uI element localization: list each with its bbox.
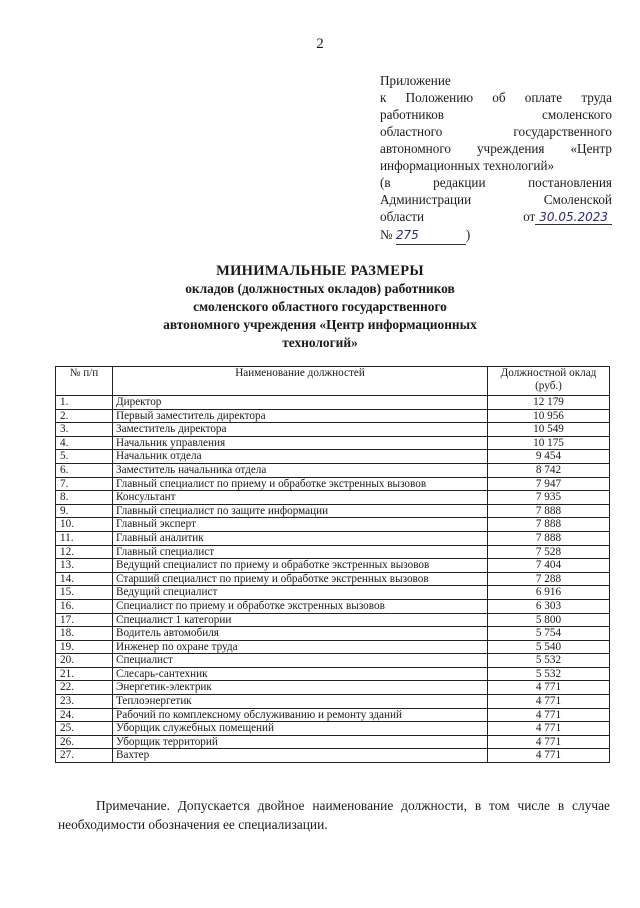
row-number: 6. (56, 463, 113, 477)
row-position: Главный специалист по защите информации (113, 504, 488, 518)
row-position: Энергетик-электрик (113, 681, 488, 695)
row-number: 8. (56, 491, 113, 505)
row-position: Уборщик служебных помещений (113, 722, 488, 736)
row-number: 26. (56, 735, 113, 749)
row-position: Начальник управления (113, 436, 488, 450)
row-salary: 4 771 (488, 749, 610, 763)
row-salary: 5 800 (488, 613, 610, 627)
row-position: Заместитель начальника отдела (113, 463, 488, 477)
row-position: Теплоэнергетик (113, 695, 488, 709)
row-number: 1. (56, 396, 113, 410)
table-row (56, 640, 610, 654)
row-position: Главный аналитик (113, 531, 488, 545)
row-position: Специалист 1 категории (113, 613, 488, 627)
row-position: Ведущий специалист по приему и обработке экстренных вызовов (113, 559, 488, 573)
row-number: 3. (56, 423, 113, 437)
row-number: 23. (56, 695, 113, 709)
table-row (56, 504, 610, 518)
table-row (56, 436, 610, 450)
table-row (56, 450, 610, 464)
row-salary: 4 771 (488, 722, 610, 736)
note-paragraph: Примечание. Допускается двойное наименование должности, в том числе в случае необходимости обозначения ее специализации. (58, 798, 610, 832)
row-position: Директор (113, 396, 488, 410)
row-position: Специалист (113, 654, 488, 668)
table-row (56, 409, 610, 423)
title-sub-1: окладов (должностных окладов) работников (185, 281, 455, 296)
row-position: Начальник отдела (113, 450, 488, 464)
row-number: 12. (56, 545, 113, 559)
row-position: Слесарь-сантехник (113, 667, 488, 681)
row-number: 15. (56, 586, 113, 600)
table-row (56, 722, 610, 736)
row-position: Заместитель директора (113, 423, 488, 437)
date-prefix: от (523, 209, 536, 224)
table-row (56, 654, 610, 668)
row-number: 10. (56, 518, 113, 532)
row-position: Ведущий специалист (113, 586, 488, 600)
row-salary: 9 454 (488, 450, 610, 464)
title-sub-2: смоленского областного государственного (193, 299, 447, 314)
appendix-line-5: автономного учреждения «Центр (380, 141, 612, 156)
table-row (56, 599, 610, 613)
row-salary: 12 179 (488, 396, 610, 410)
row-salary: 7 528 (488, 545, 610, 559)
table-row (56, 463, 610, 477)
appendix-line-6: информационных технологий» (380, 158, 555, 173)
row-number: 17. (56, 613, 113, 627)
row-salary: 10 175 (488, 436, 610, 450)
row-number: 20. (56, 654, 113, 668)
row-number: 13. (56, 559, 113, 573)
row-salary: 6 916 (488, 586, 610, 600)
row-position: Первый заместитель директора (113, 409, 488, 423)
row-position: Консультант (113, 491, 488, 505)
row-salary: 4 771 (488, 695, 610, 709)
table-row (56, 545, 610, 559)
table-row (56, 572, 610, 586)
row-position: Главный эксперт (113, 518, 488, 532)
handwritten-number: 275 (396, 227, 466, 245)
row-number: 19. (56, 640, 113, 654)
title-sub-4: технологий» (282, 335, 358, 350)
row-number: 7. (56, 477, 113, 491)
table-row (56, 423, 610, 437)
appendix-line-1: Приложение (380, 73, 451, 88)
table-row (56, 491, 610, 505)
appendix-line-2: к Положению об оплате труда (380, 90, 612, 105)
appendix-line-4: областного государственного (380, 124, 612, 139)
appendix-line-3: работников смоленского (380, 107, 612, 122)
table-header-row (56, 367, 610, 396)
handwritten-date: 30.05.2023 (535, 210, 612, 225)
row-salary: 7 935 (488, 491, 610, 505)
row-salary: 5 532 (488, 654, 610, 668)
row-salary: 7 888 (488, 518, 610, 532)
row-number: 11. (56, 531, 113, 545)
row-number: 27. (56, 749, 113, 763)
table-row (56, 627, 610, 641)
table-row (56, 681, 610, 695)
appendix-date (523, 208, 612, 226)
row-number: 16. (56, 599, 113, 613)
number-sign: № (380, 227, 393, 242)
row-number: 18. (56, 627, 113, 641)
appendix-number-line (380, 226, 612, 245)
row-position: Вахтер (113, 749, 488, 763)
row-salary: 10 956 (488, 409, 610, 423)
table-row (56, 477, 610, 491)
row-position: Уборщик территорий (113, 735, 488, 749)
appendix-region: области (380, 209, 425, 224)
row-number: 21. (56, 667, 113, 681)
title-main: МИНИМАЛЬНЫЕ РАЗМЕРЫ (216, 263, 424, 279)
appendix-line-9 (380, 208, 612, 226)
page-number: 2 (316, 36, 324, 52)
salary-table (55, 366, 610, 763)
row-position: Специалист по приему и обработке экстренных вызовов (113, 599, 488, 613)
row-position: Главный специалист (113, 545, 488, 559)
row-salary: 7 404 (488, 559, 610, 573)
appendix-line-7: (в редакции постановления (380, 175, 612, 190)
row-number: 2. (56, 409, 113, 423)
row-salary: 7 888 (488, 531, 610, 545)
table-row (56, 531, 610, 545)
row-salary: 6 303 (488, 599, 610, 613)
appendix-header (380, 72, 612, 245)
table-row (56, 695, 610, 709)
document-title (0, 262, 640, 352)
row-number: 22. (56, 681, 113, 695)
row-salary: 5 754 (488, 627, 610, 641)
table-row (56, 735, 610, 749)
row-number: 25. (56, 722, 113, 736)
header-num: № п/п (56, 367, 113, 396)
row-position: Главный специалист по приему и обработке экстренных вызовов (113, 477, 488, 491)
table-row (56, 559, 610, 573)
table-body (56, 396, 610, 763)
row-position: Инженер по охране труда (113, 640, 488, 654)
table-row (56, 586, 610, 600)
table-row (56, 613, 610, 627)
row-salary: 10 549 (488, 423, 610, 437)
row-salary: 7 288 (488, 572, 610, 586)
row-salary: 7 888 (488, 504, 610, 518)
number-close-paren: ) (465, 227, 471, 242)
header-position: Наименование должностей (113, 367, 488, 396)
row-salary: 5 540 (488, 640, 610, 654)
table-row (56, 667, 610, 681)
row-number: 14. (56, 572, 113, 586)
row-position: Водитель автомобиля (113, 627, 488, 641)
row-salary: 5 532 (488, 667, 610, 681)
appendix-line-8: Администрации Смоленской (380, 192, 612, 207)
row-salary: 4 771 (488, 681, 610, 695)
header-salary: Должностной оклад (руб.) (488, 367, 610, 396)
row-number: 24. (56, 708, 113, 722)
row-salary: 7 947 (488, 477, 610, 491)
table-row (56, 708, 610, 722)
table-row (56, 518, 610, 532)
row-salary: 4 771 (488, 735, 610, 749)
row-position: Рабочий по комплексному обслуживанию и ремонту зданий (113, 708, 488, 722)
row-number: 9. (56, 504, 113, 518)
row-salary: 4 771 (488, 708, 610, 722)
table-row (56, 396, 610, 410)
row-position: Старший специалист по приему и обработке экстренных вызовов (113, 572, 488, 586)
row-number: 5. (56, 450, 113, 464)
row-number: 4. (56, 436, 113, 450)
row-salary: 8 742 (488, 463, 610, 477)
table-row (56, 749, 610, 763)
title-sub-3: автономного учреждения «Центр информационных (163, 317, 477, 332)
